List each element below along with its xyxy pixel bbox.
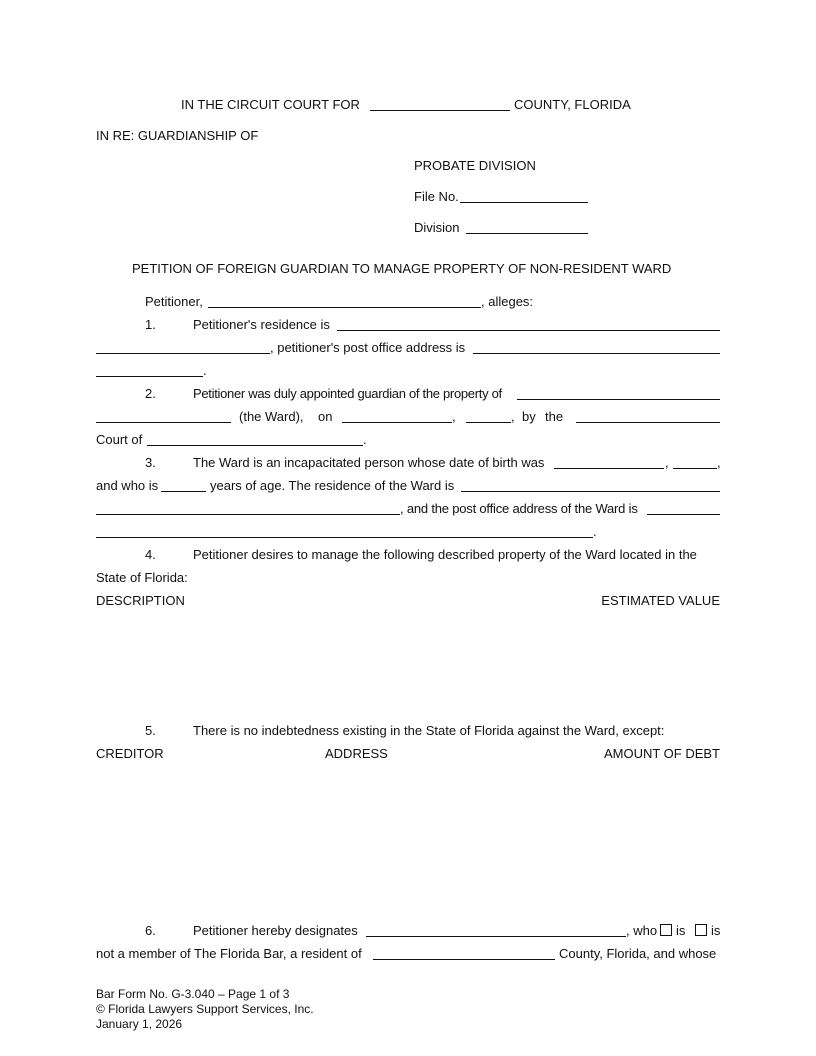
paragraph-4-text-b: State of Florida: [96, 570, 188, 585]
paragraph-2-ward: (the Ward), [239, 409, 304, 424]
division-field-label: Division [414, 220, 460, 235]
paragraph-3-number: 3. [145, 455, 156, 470]
paragraph-2-text-a: Petitioner was duly appointed guardian of the property of [193, 386, 502, 401]
paragraph-3-text-a: The Ward is an incapacitated person whose date of birth was [193, 455, 545, 470]
paragraph-5-text-a: There is no indebtedness existing in the State of Florida against the Ward, except: [193, 723, 665, 738]
residence-blank-2[interactable] [96, 353, 270, 354]
paragraph-2-the: the [545, 409, 564, 424]
paragraph-3-years-text: years of age. The residence of the Ward is [210, 478, 455, 493]
court-of-blank[interactable] [147, 445, 363, 446]
court-caption-prefix: IN THE CIRCUIT COURT FOR [181, 97, 360, 112]
member-is-not-checkbox[interactable] [695, 924, 707, 936]
paragraph-2-number: 2. [145, 386, 156, 401]
footer-copyright: © Florida Lawyers Support Services, Inc. [96, 1002, 314, 1016]
creditor-address-header: ADDRESS [325, 746, 388, 761]
file-no-blank[interactable] [460, 202, 588, 203]
ward-post-office-blank-1[interactable] [647, 514, 720, 515]
ward-post-office-blank-2[interactable] [96, 537, 593, 538]
file-no-label: File No. [414, 189, 459, 204]
post-office-blank-1[interactable] [473, 353, 720, 354]
footer-form-number: Bar Form No. G-3.040 – Page 1 of 3 [96, 987, 290, 1001]
amount-of-debt-header: AMOUNT OF DEBT [603, 746, 720, 761]
paragraph-3-end: . [593, 524, 597, 539]
paragraph-3-comma-2: , [717, 455, 721, 470]
division-blank[interactable] [466, 233, 588, 234]
property-description-header: DESCRIPTION [96, 593, 185, 608]
ward-name-blank-1[interactable] [517, 399, 720, 400]
property-estimated-value-header: ESTIMATED VALUE [601, 593, 720, 608]
paragraph-2-by: by [522, 409, 536, 424]
post-office-blank-2[interactable] [96, 376, 203, 377]
petitioner-name-blank[interactable] [208, 307, 481, 308]
paragraph-2-court-of: Court of [96, 432, 143, 447]
paragraph-6-not-member: not a member of The Florida Bar, a resident of [96, 946, 362, 961]
appointing-court-blank[interactable] [576, 422, 720, 423]
alleges-text: , alleges: [481, 294, 534, 309]
paragraph-1-end: . [203, 363, 207, 378]
paragraph-6-number: 6. [145, 923, 156, 938]
page-footer [96, 987, 314, 1032]
appointment-date-blank[interactable] [342, 422, 452, 423]
paragraph-2-on: on [318, 409, 333, 424]
paragraph-1-text-a: Petitioner's residence is [193, 317, 330, 332]
ward-name-blank-2[interactable] [96, 422, 231, 423]
ward-birth-date-blank[interactable] [554, 468, 664, 469]
paragraph-6-is-not-is: is [711, 923, 721, 938]
document-title: PETITION OF FOREIGN GUARDIAN TO MANAGE PROPERTY OF NON-RESIDENT WARD [132, 261, 672, 276]
residence-blank-1[interactable] [337, 330, 720, 331]
county-blank[interactable] [370, 110, 510, 111]
ward-residence-blank-1[interactable] [461, 491, 720, 492]
appointment-year-blank[interactable] [466, 422, 511, 423]
paragraph-2-comma-1: , [452, 409, 456, 424]
paragraph-1-text-b: , petitioner's post office address is [270, 340, 466, 355]
member-is-checkbox[interactable] [660, 924, 672, 936]
paragraph-4-number: 4. [145, 547, 156, 562]
paragraph-3-comma-1: , [665, 455, 669, 470]
paragraph-6-county-whose: County, Florida, and whose [559, 946, 717, 961]
paragraph-3-post-office: , and the post office address of the Ward is [400, 501, 638, 516]
paragraph-6-who: , who [626, 923, 658, 938]
creditor-header: CREDITOR [96, 746, 164, 761]
paragraph-1-number: 1. [145, 317, 156, 332]
paragraph-5-number: 5. [145, 723, 156, 738]
paragraph-4-text-a: Petitioner desires to manage the following described property of the Ward located in the [193, 547, 697, 562]
paragraph-6-text-a: Petitioner hereby designates [193, 923, 358, 938]
petitioner-label: Petitioner, [145, 294, 203, 309]
paragraph-6-is: is [676, 923, 686, 938]
footer-date: January 1, 2026 [96, 1017, 183, 1031]
designee-blank[interactable] [366, 936, 626, 937]
paragraph-2-end: . [363, 432, 367, 447]
ward-residence-blank-2[interactable] [96, 514, 400, 515]
ward-birth-year-blank[interactable] [673, 468, 717, 469]
paragraph-3-and-who-is: and who is [96, 478, 159, 493]
designee-county-blank[interactable] [373, 959, 555, 960]
ward-age-blank[interactable] [161, 491, 206, 492]
probate-division-label: PROBATE DIVISION [414, 158, 536, 173]
court-caption-suffix: COUNTY, FLORIDA [514, 97, 631, 112]
paragraph-2-comma-2: , [511, 409, 515, 424]
in-re-caption: IN RE: GUARDIANSHIP OF [96, 128, 259, 143]
